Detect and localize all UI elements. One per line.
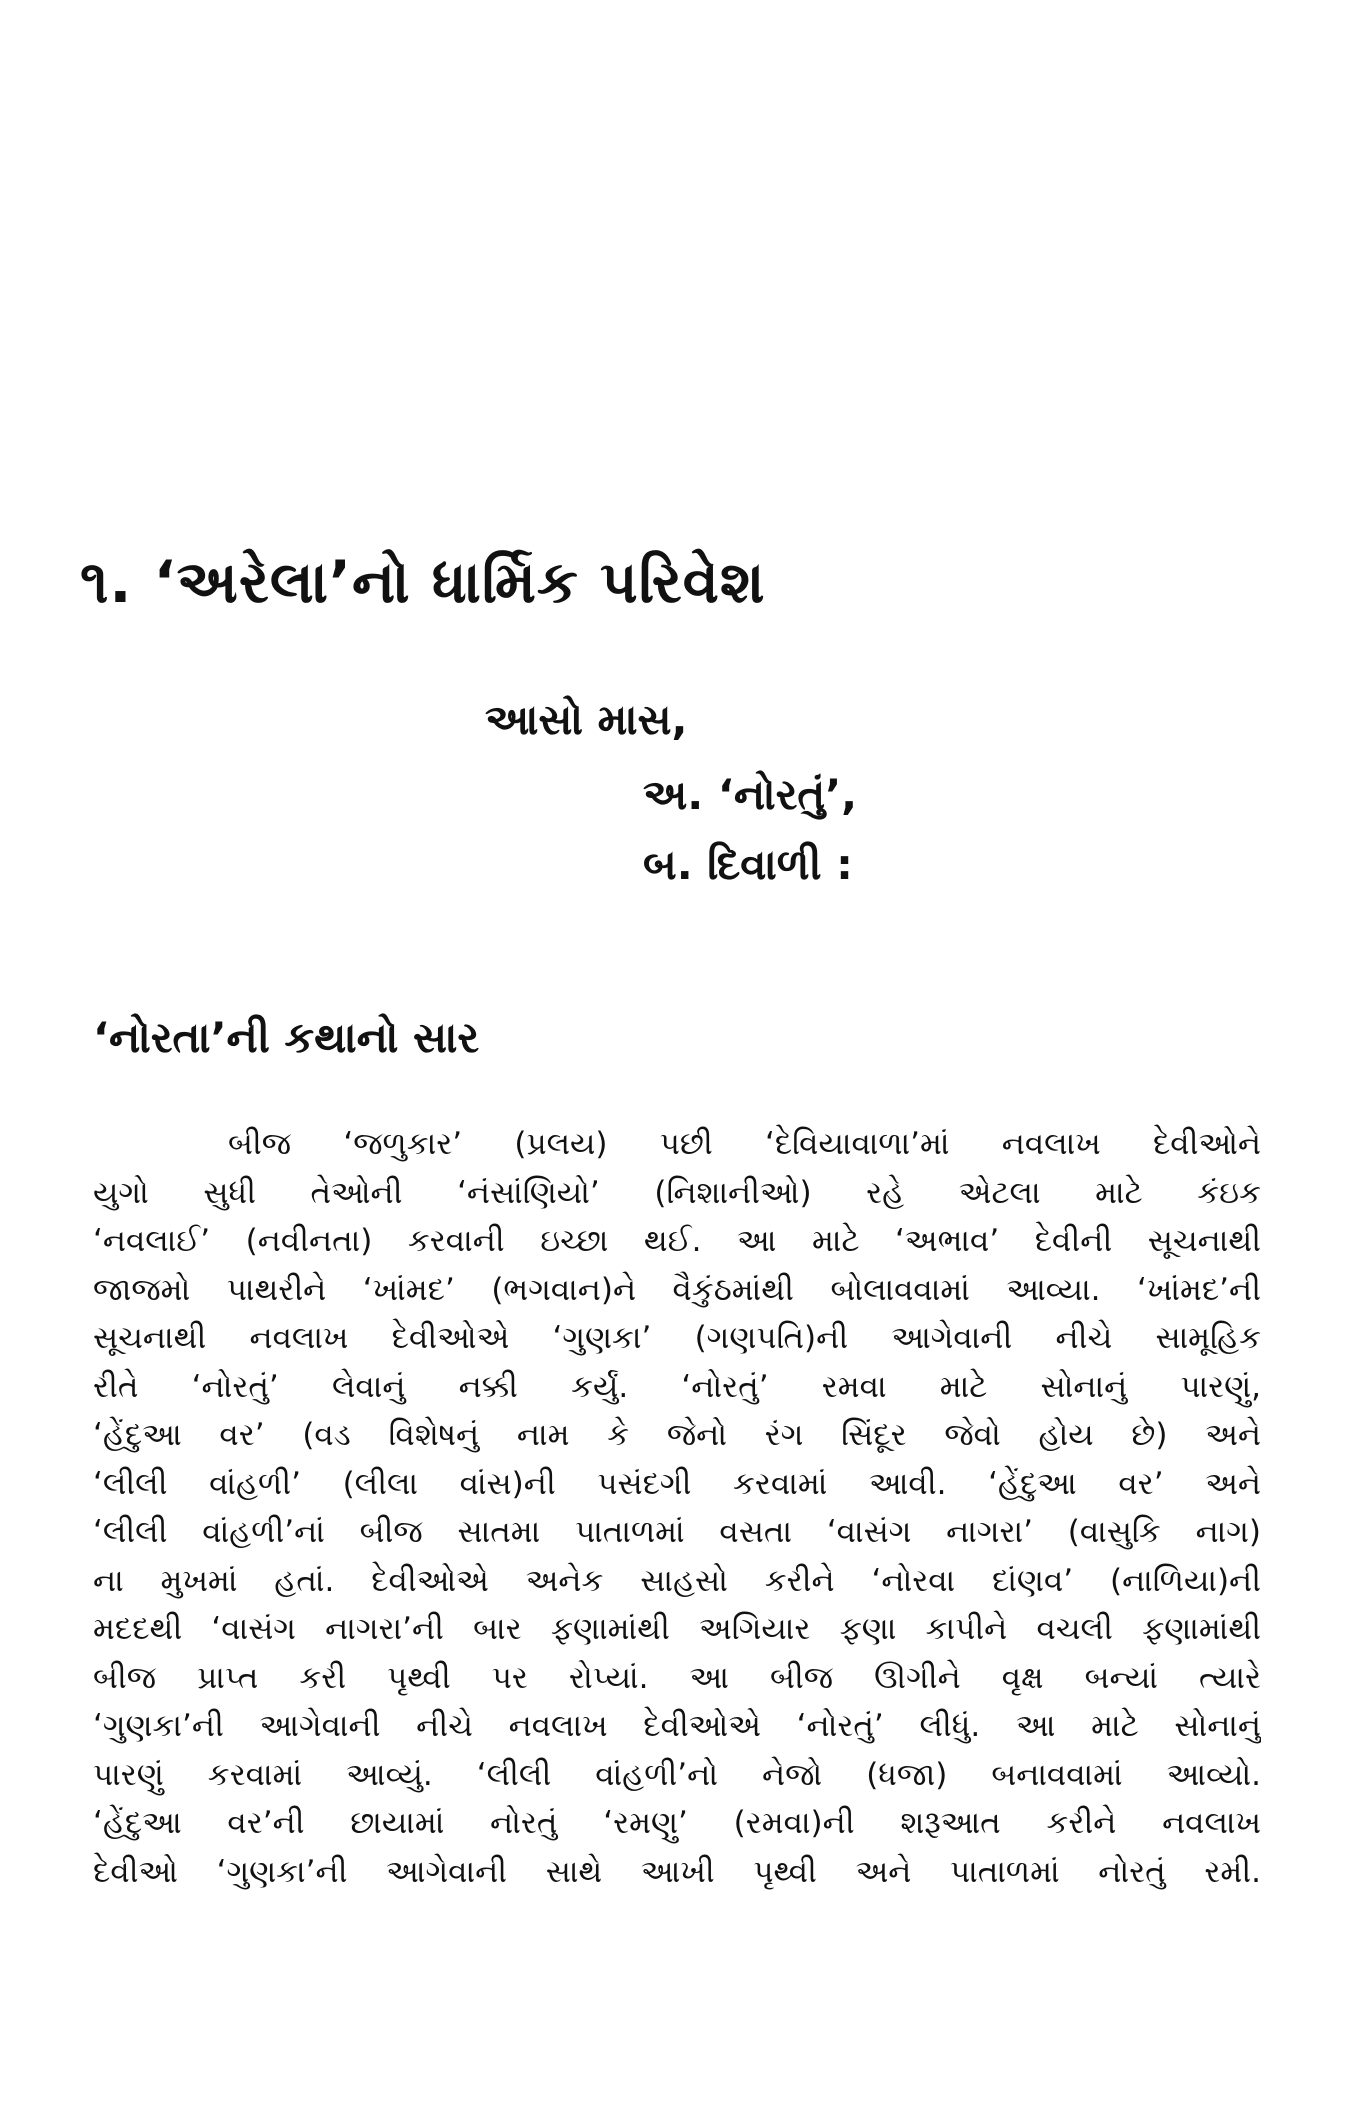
paragraph-line: પારણું કરવામાં આવ્યું. ‘લીલી વાંહળી’નો નેજો (ધજા) બનાવવામાં આવ્યો. bbox=[93, 1756, 1261, 1793]
paragraph-line: ‘લીલી વાંહળી’નાં બીજ સાતમા પાતાળમાં વસતા ‘વાસંગ નાગરા’ (વાસુકિ નાગ) bbox=[93, 1514, 1261, 1550]
paragraph-line: ‘ગુણકા’ની આગેવાની નીચે નવલાખ દેવીઓએ ‘નોરતું’ લીધું. આ માટે સોનાનું bbox=[93, 1708, 1261, 1744]
paragraph-line: ‘નવલાઈ’ (નવીનતા) કરવાની ઇચ્છા થઈ. આ માટે ‘અભાવ’ દેવીની સૂચનાથી bbox=[93, 1223, 1261, 1259]
paragraph-line: રીતે ‘નોરતું’ લેવાનું નક્કી કર્યું. ‘નોરતું’ રમવા માટે સોનાનું પારણું, bbox=[93, 1368, 1261, 1405]
paragraph-line: દેવીઓ ‘ગુણકા’ની આગેવાની સાથે આખી પૃથ્વી અને પાતાળમાં નોરતું રમી. bbox=[93, 1853, 1261, 1890]
body-paragraph bbox=[93, 1120, 1261, 1896]
paragraph-line: બીજ પ્રાપ્ત કરી પૃથ્વી પર રોપ્યાં. આ બીજ ઊગીને વૃક્ષ બન્યાં ત્યારે bbox=[93, 1659, 1261, 1696]
paragraph-line: ‘હેંદુઆ વર’ (વડ વિશેષનું નામ કે જેનો રંગ સિંદૂર જેવો હોય છે) અને bbox=[93, 1417, 1261, 1453]
chapter-title: ૧. ‘અરેલા’નો ધાર્મિક પરિવેશ bbox=[80, 548, 766, 616]
paragraph-line: બીજ ‘જળુકાર’ (પ્રલય) પછી ‘દેવિયાવાળા’માં નવલાખ દેવીઓને bbox=[228, 1126, 1261, 1162]
paragraph-line: ‘લીલી વાંહળી’ (લીલા વાંસ)ની પસંદગી કરવામાં આવી. ‘હેંદુઆ વર’ અને bbox=[93, 1465, 1261, 1502]
paragraph-line: મદદથી ‘વાસંગ નાગરા’ની બાર ફણામાંથી અગિયાર ફણા કાપીને વચલી ફણામાંથી bbox=[93, 1611, 1261, 1647]
paragraph-line: ‘હેંદુઆ વર’ની છાયામાં નોરતું ‘રમણુ’ (રમવા)ની શરૂઆત કરીને નવલાખ bbox=[93, 1805, 1261, 1841]
paragraph-line: જાજમો પાથરીને ‘ખાંમદ’ (ભગવાન)ને વૈકુંઠમાંથી બોલાવવામાં આવ્યા. ‘ખાંમદ’ની bbox=[93, 1271, 1261, 1308]
subheading-item-b: બ. દિવાળી : bbox=[643, 840, 853, 889]
subheading-item-a: અ. ‘નોરતું’, bbox=[643, 770, 858, 819]
paragraph-line: સૂચનાથી નવલાખ દેવીઓએ ‘ગુણકા’ (ગણપતિ)ની આગેવાની નીચે સામૂહિક bbox=[93, 1320, 1261, 1356]
paragraph-line: ના મુખમાં હતાં. દેવીઓએ અનેક સાહસો કરીને ‘નોરવા દાંણવ’ (નાળિયા)ની bbox=[93, 1562, 1261, 1599]
section-heading: ‘નોરતા’ની કથાનો સાર bbox=[93, 1013, 480, 1062]
paragraph-line: યુગો સુધી તેઓની ‘નંસાંણિયો’ (નિશાનીઓ) રહે એટલા માટે કંઇક bbox=[93, 1174, 1261, 1211]
subheading-month: આસો માસ, bbox=[485, 695, 688, 744]
